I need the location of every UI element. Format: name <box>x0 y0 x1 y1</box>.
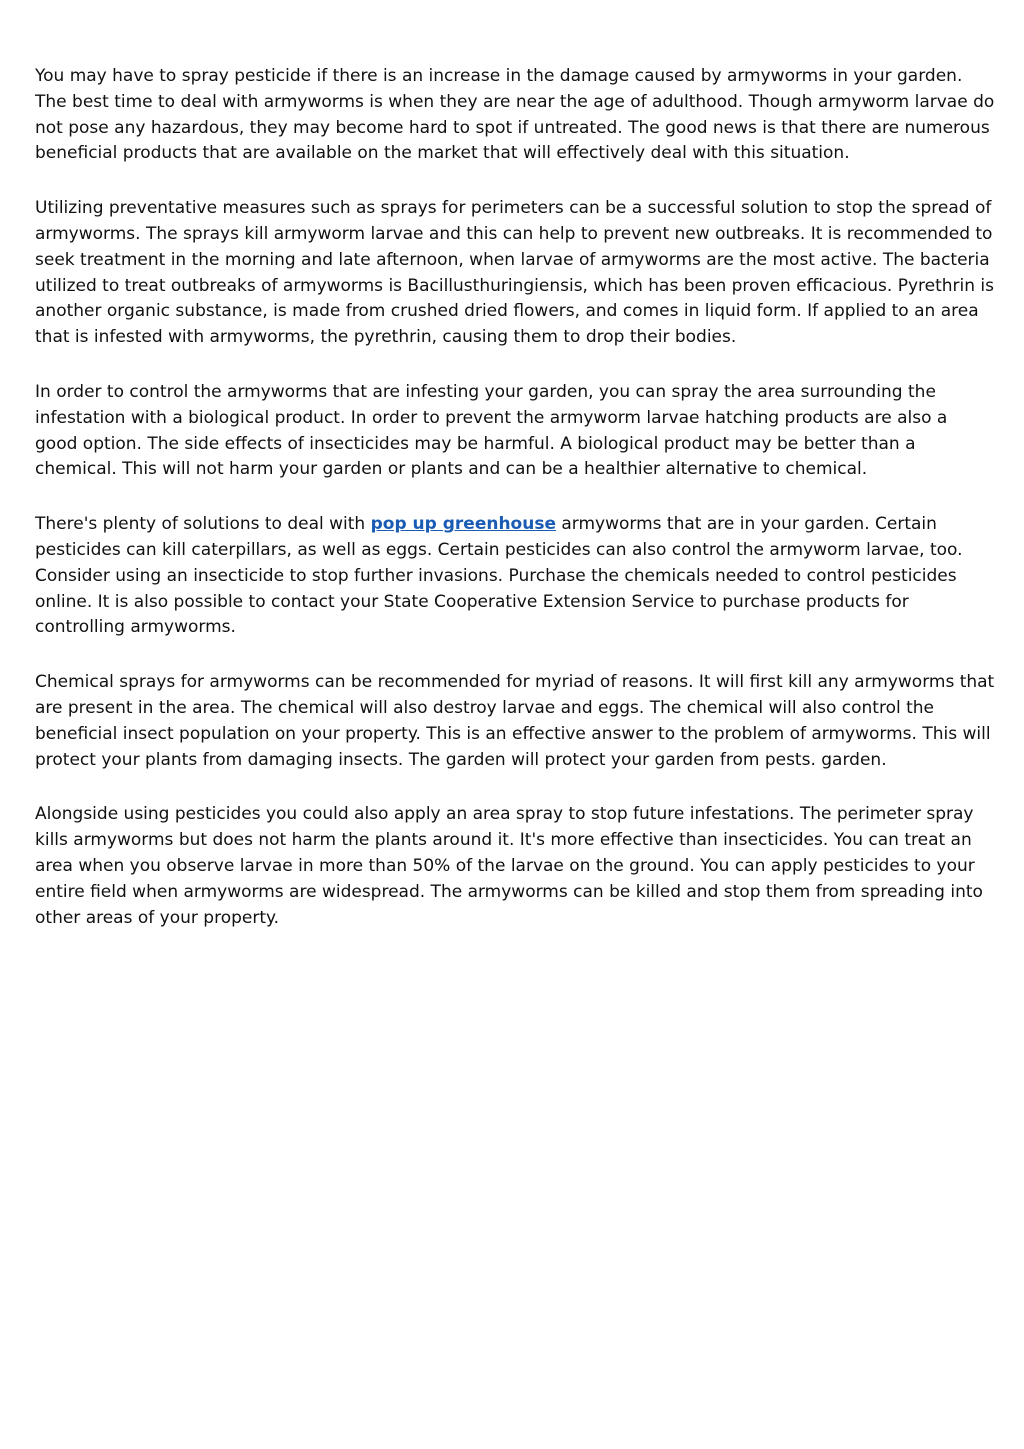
pop-up-greenhouse-link[interactable]: pop up greenhouse <box>370 514 556 535</box>
paragraph-6: Alongside using pesticides you could also apply an area spray to stop future infestations. The perimeter spray kills armyworms but does not harm the plants around it. It's more effective than insecticides. You can treat an area when you observe larvae in more than 50% of the larvae on the ground. You can apply pesticides to your entire field when armyworms are widespread. The armyworms can be killed and stop them from spreading into other areas of your property. <box>35 804 983 928</box>
paragraph-4-tail-text: armyworms that are in your garden. Certain pesticides can kill caterpillars, as well as eggs. Certain pesticides can also control the armyworm larvae, too. Consider using an insecticide to stop further invasions. Purchase the chemicals needed to control pesticides online. It is also possible to contact your State Cooperative Extension Service to purchase products for controlling armyworms. <box>35 514 963 638</box>
paragraph-4-lead-text: There's plenty of solutions to deal with <box>35 514 371 535</box>
paragraph-5: Chemical sprays for armyworms can be recommended for myriad of reasons. It will first kill any armyworms that are present in the area. The chemical will also destroy larvae and eggs. The chemical will also control the beneficial insect population on your property. This is an effective answer to the problem of armyworms. This will protect your plants from damaging insects. The garden will protect your garden from pests. garden. <box>35 672 995 770</box>
paragraph-1: You may have to spray pesticide if there is an increase in the damage caused by armyworms in your garden. The best time to deal with armyworms is when they are near the age of adulthood. Though armyworm larvae do not pose any hazardous, they may become hard to spot if untreated. The good news is that there are numerous beneficial products that are available on the market that will effectively deal with this situation. <box>35 66 995 164</box>
document-body <box>35 64 995 960</box>
paragraph-4 <box>35 512 995 641</box>
paragraph-2: Utilizing preventative measures such as sprays for perimeters can be a successful solution to stop the spread of armyworms. The sprays kill armyworm larvae and this can help to prevent new outbreaks. It is recommended to seek treatment in the morning and late afternoon, when larvae of armyworms are the most active. The bacteria utilized to treat outbreaks of armyworms is Bacillusthuringiensis, which has been proven efficacious. Pyrethrin is another organic substance, is made from crushed dried flowers, and comes in liquid form. If applied to an area that is infested with armyworms, the pyrethrin, causing them to drop their bodies. <box>35 198 994 348</box>
paragraph-3: In order to control the armyworms that are infesting your garden, you can spray the area surrounding the infestation with a biological product. In order to prevent the armyworm larvae hatching products are also a good option. The side effects of insecticides may be harmful. A biological product may be better than a chemical. This will not harm your garden or plants and can be a healthier alternative to chemical. <box>35 381 948 480</box>
